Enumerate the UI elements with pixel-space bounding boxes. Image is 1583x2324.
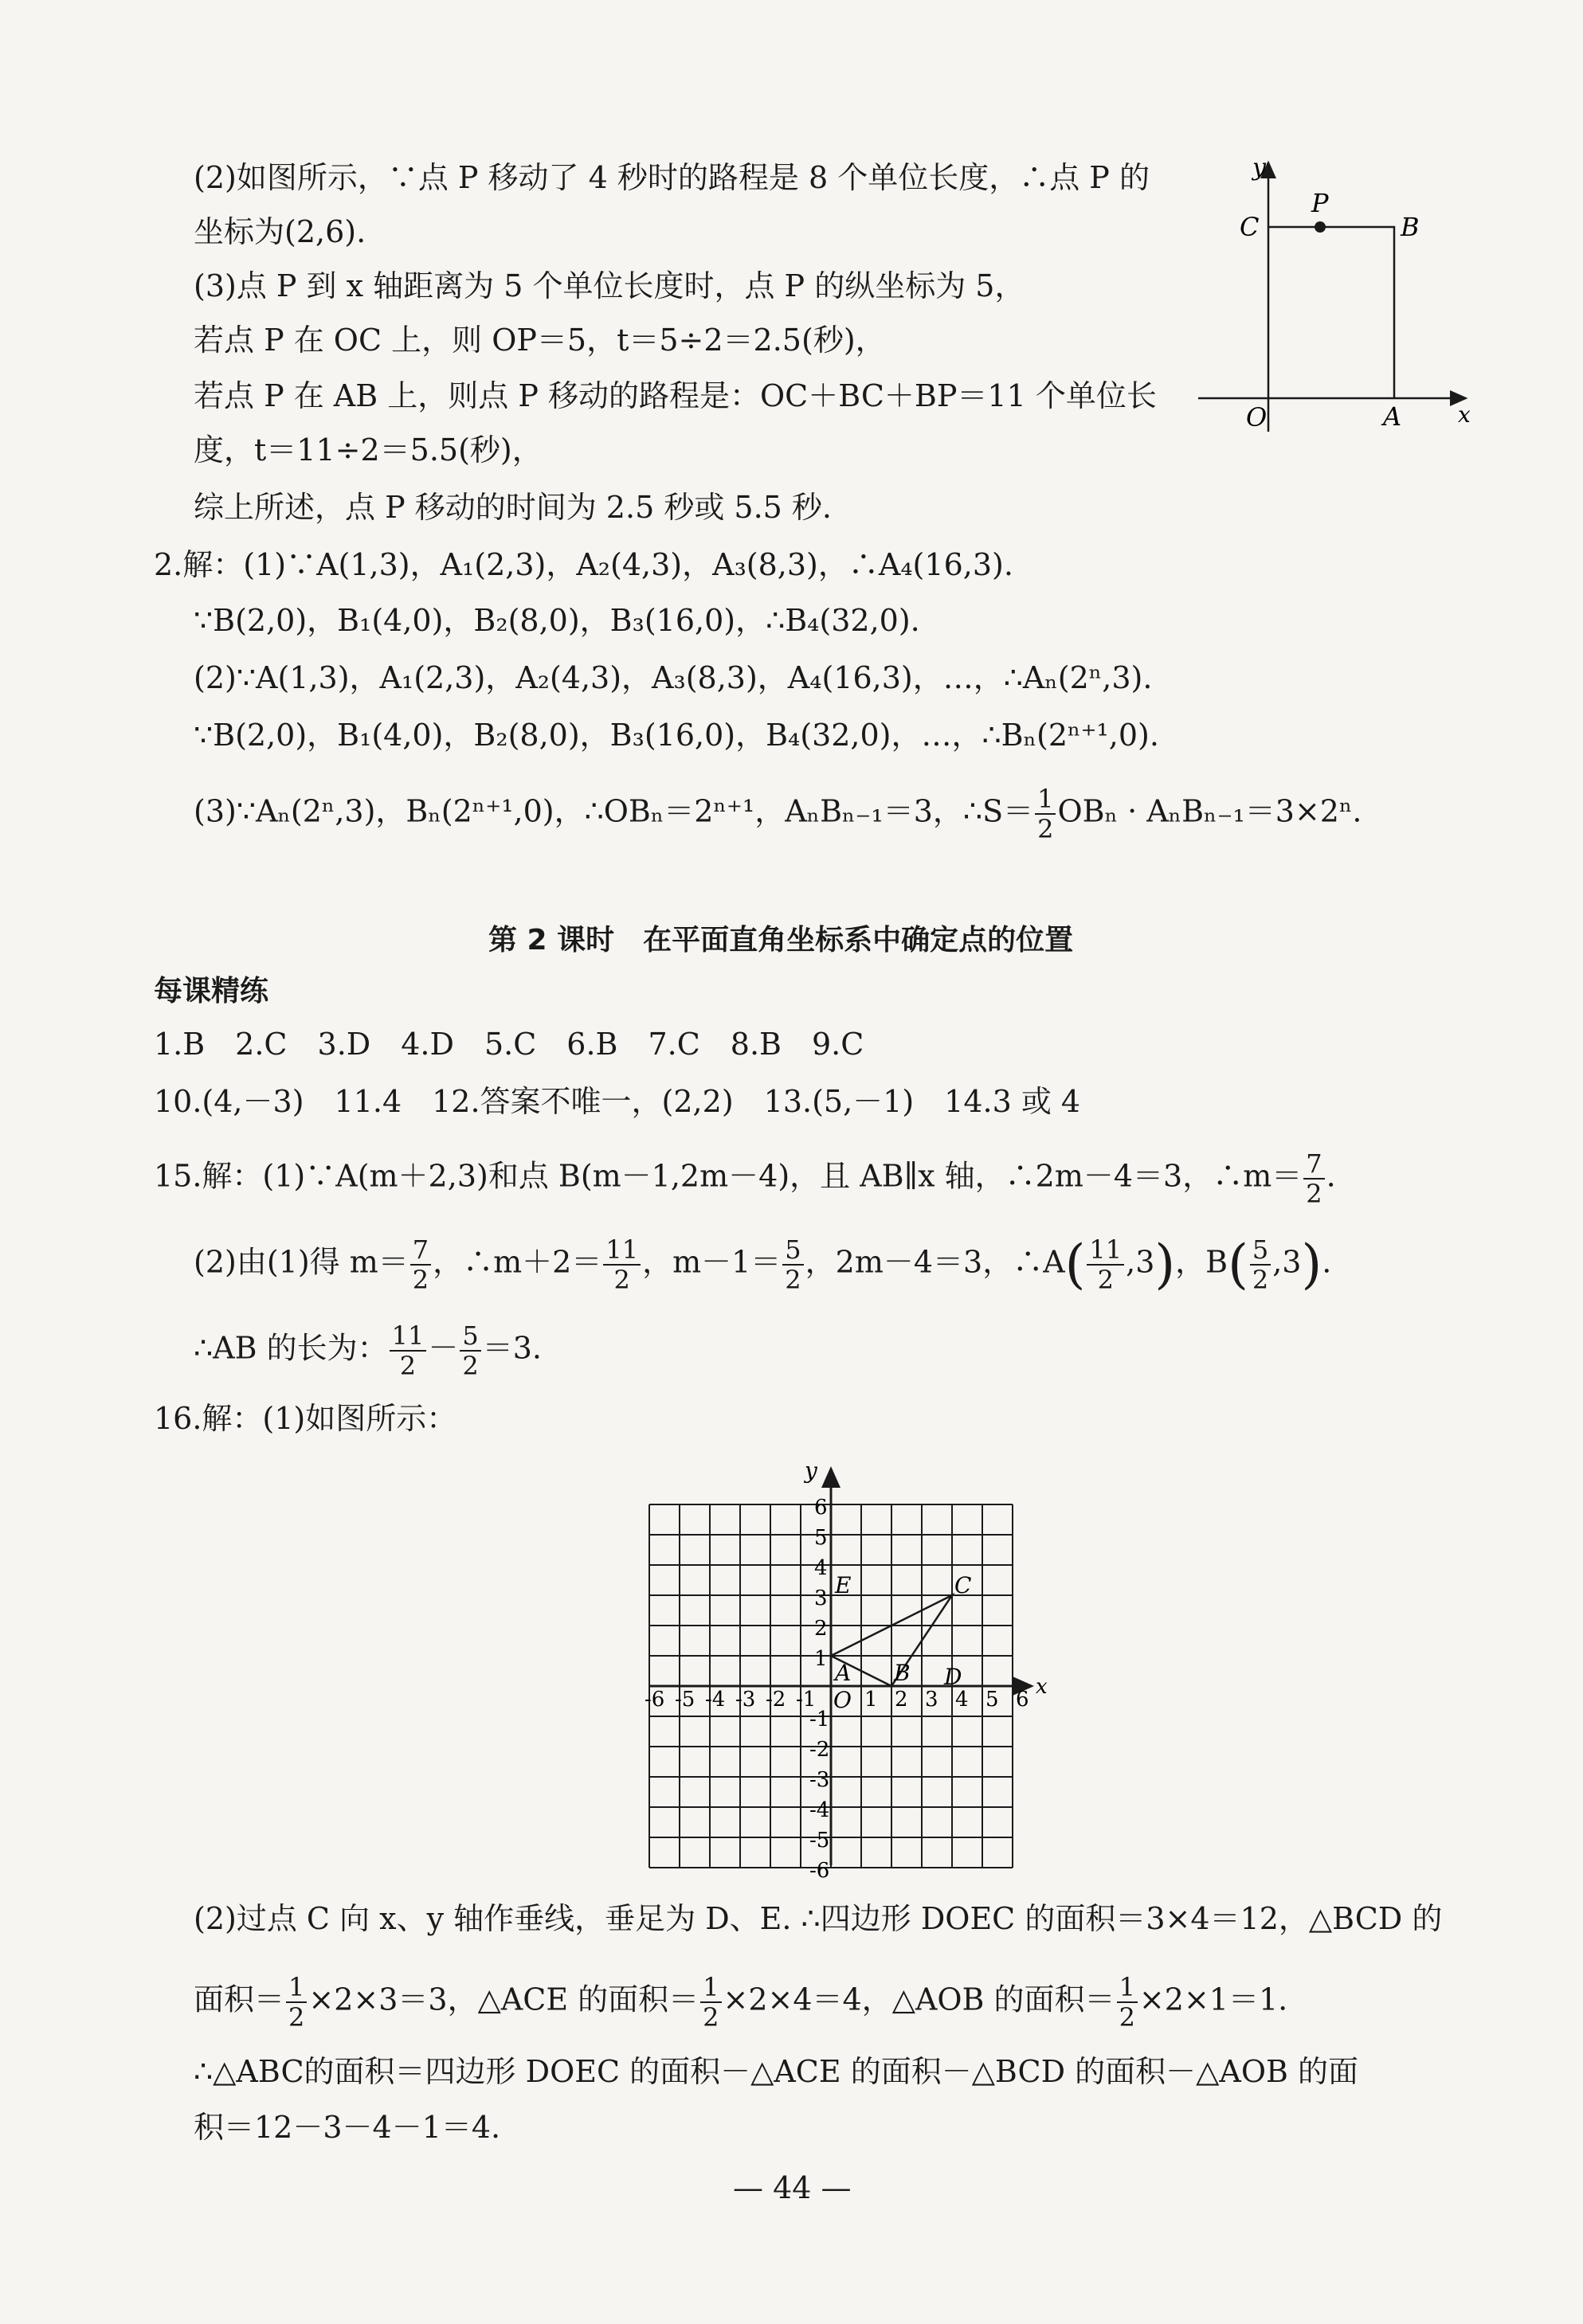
- numerator: 7: [410, 1235, 431, 1266]
- denominator: 2: [462, 1351, 479, 1381]
- fraction-5-2: [782, 1235, 803, 1294]
- text-line: ∵B(2,0)，B₁(4,0)，B₂(8,0)，B₃(16,0)，B₄(32,0)，…，∴Bₙ(2ⁿ⁺¹,0).: [194, 718, 1159, 753]
- axis-label-y: y: [805, 1457, 817, 1484]
- tick-label: -6: [809, 1859, 830, 1883]
- numerator: 5: [460, 1321, 480, 1352]
- figure-grid: [621, 1450, 1068, 1883]
- tick-label: 6: [814, 1496, 828, 1520]
- text-segment: (3)∵Aₙ(2ⁿ,3)，Bₙ(2ⁿ⁺¹,0)，∴OBₙ＝2ⁿ⁺¹，AₙBₙ₋₁＝3，∴S＝: [194, 793, 1034, 829]
- tick-label: 3: [814, 1587, 828, 1610]
- tick-label: -5: [675, 1688, 696, 1712]
- tick-label: -4: [705, 1688, 726, 1712]
- denominator: 2: [1252, 1265, 1269, 1295]
- denominator: 2: [1306, 1179, 1322, 1209]
- numerator: 5: [782, 1235, 803, 1266]
- numerator: 1: [286, 1973, 307, 2003]
- tick-label: -5: [809, 1829, 830, 1853]
- denominator: 2: [785, 1265, 801, 1295]
- text-segment: 15.解：(1)∵A(m＋2,3)和点 B(m－1,2m－4)，且 AB∥x 轴，∴2m－4＝3，∴m＝: [154, 1158, 1303, 1194]
- text-line: [154, 1149, 1336, 1208]
- text-segment: ，B: [1175, 1244, 1228, 1280]
- label-a: A: [835, 1660, 852, 1686]
- rectangle: [1268, 227, 1394, 398]
- label-c: C: [1240, 212, 1260, 242]
- text-segment: ，m－1＝: [642, 1244, 782, 1280]
- tick-label: -1: [809, 1708, 830, 1731]
- fraction-half: [286, 1973, 307, 2032]
- numerator: 1: [1117, 1973, 1138, 2003]
- text-line: (2)由(1)得 m＝ $\frac{7}{2}$ ，∴m＋2＝ $\frac{11}{2}$ ，m－1＝ $\frac{5}{2}$ ，2m－4＝3，∴A( $\frac{11}{2}$ ,3)，B( $\frac{5}{2}$ ,3).: [194, 1234, 1332, 1295]
- text-segment: ×2×3＝3，△ACE 的面积＝: [308, 1982, 699, 2017]
- numerator: 11: [603, 1235, 641, 1266]
- text-line: [194, 1973, 1287, 2032]
- numerator: 7: [1303, 1149, 1324, 1180]
- tick-label: 4: [814, 1556, 828, 1580]
- denominator: 2: [1119, 2002, 1135, 2033]
- text-segment: ＝3.: [482, 1330, 542, 1366]
- axis-label-x: x: [1036, 1675, 1048, 1699]
- sub-title: 每课精练: [154, 975, 269, 1007]
- tick-label: 5: [985, 1688, 999, 1712]
- text-line: (2)∵A(1,3)，A₁(2,3)，A₂(4,3)，A₃(8,3)，A₄(16,3)，…，∴Aₙ(2ⁿ,3).: [194, 660, 1153, 695]
- text-segment: ×2×1＝1.: [1138, 1982, 1288, 2017]
- numerator: 11: [1087, 1235, 1124, 1266]
- tick-label: -3: [735, 1688, 756, 1712]
- label-c: C: [954, 1572, 972, 1598]
- text-line: (3)点 P 到 x 轴距离为 5 个单位长度时，点 P 的纵坐标为 5，: [194, 268, 1025, 303]
- text-segment: ∴AB 的长为：: [194, 1330, 388, 1366]
- answer-line: 10.(4,－3) 11.4 12.答案不唯一，(2,2) 13.(5,－1) 14.3 或 4: [154, 1084, 1081, 1119]
- fraction-half: [1035, 784, 1056, 843]
- text-line: 坐标为(2,6).: [194, 214, 366, 249]
- text-segment: ,3: [1272, 1244, 1302, 1280]
- fraction-11-2: [603, 1235, 641, 1294]
- label-b: B: [1401, 212, 1420, 242]
- numerator: 5: [1250, 1235, 1271, 1266]
- tick-label: -1: [796, 1688, 817, 1712]
- fraction-7-2: [410, 1235, 431, 1294]
- fraction-half: [1117, 1973, 1138, 2032]
- text-line: [194, 1321, 542, 1380]
- text-segment: .: [1326, 1158, 1336, 1194]
- fraction-half: [700, 1973, 721, 2032]
- numerator: 1: [1035, 784, 1056, 815]
- tick-label: -6: [645, 1688, 665, 1712]
- text-segment: －: [428, 1330, 459, 1366]
- text-segment: ,3: [1126, 1244, 1155, 1280]
- section-title: 第 2 课时 在平面直角坐标系中确定点的位置: [488, 924, 1074, 957]
- figure-rectangle-path: [1195, 151, 1482, 438]
- text-line: ∴△ABC的面积＝四边形 DOEC 的面积－△ACE 的面积－△BCD 的面积－△AOB 的面: [194, 2054, 1359, 2089]
- answer-line: 1.B 2.C 3.D 4.D 5.C 6.B 7.C 8.B 9.C: [154, 1027, 864, 1062]
- denominator: 2: [1097, 1265, 1114, 1295]
- numerator: 1: [700, 1973, 721, 2003]
- text-segment: ×2×4＝4，△AOB 的面积＝: [723, 1982, 1115, 2017]
- tick-label: -2: [809, 1738, 830, 1762]
- tick-label: 4: [955, 1688, 969, 1712]
- text-line: 积＝12－3－4－1＝4.: [194, 2110, 501, 2145]
- text-segment: OBₙ · AₙBₙ₋₁＝3×2ⁿ.: [1057, 793, 1362, 829]
- denominator: 2: [703, 2002, 719, 2033]
- label-p: P: [1311, 188, 1329, 218]
- text-line: 综上所述，点 P 移动的时间为 2.5 秒或 5.5 秒.: [194, 490, 832, 525]
- text-line: 若点 P 在 AB 上，则点 P 移动的路程是：OC＋BC＋BP＝11 个单位长: [194, 378, 1157, 413]
- label-d: D: [944, 1664, 962, 1690]
- label-o: O: [1246, 402, 1268, 432]
- fraction-5-2: [460, 1321, 480, 1380]
- text-line: (2)过点 C 向 x、y 轴作垂线，垂足为 D、E. ∴四边形 DOEC 的面积＝3×4＝12，△BCD 的: [194, 1901, 1443, 1936]
- tick-label: 1: [814, 1647, 828, 1671]
- tick-label: 1: [864, 1688, 878, 1712]
- tick-label: -2: [766, 1688, 786, 1712]
- text-segment: ，∴m＋2＝: [433, 1244, 602, 1280]
- text-line: 2.解：(1)∵A(1,3)，A₁(2,3)，A₂(4,3)，A₃(8,3)，∴A₄(16,3).: [154, 547, 1013, 582]
- text-line: 16.解：(1)如图所示：: [154, 1401, 457, 1436]
- tick-label: 5: [814, 1526, 828, 1550]
- tick-label: 2: [814, 1617, 828, 1641]
- text-line: (2)如图所示，∵点 P 移动了 4 秒时的路程是 8 个单位长度，∴点 P 的: [194, 160, 1150, 195]
- denominator: 2: [1037, 814, 1054, 844]
- text-line: 若点 P 在 OC 上，则 OP＝5，t＝5÷2＝2.5(秒)，: [194, 323, 886, 358]
- fraction-7-2: [1303, 1149, 1324, 1208]
- text-segment: .: [1322, 1244, 1332, 1280]
- denominator: 2: [399, 1351, 417, 1381]
- denominator: 2: [288, 2002, 305, 2033]
- label-b: B: [894, 1660, 911, 1686]
- label-e: E: [835, 1572, 852, 1598]
- text-segment: 面积＝: [194, 1982, 285, 2017]
- text-segment: ，2m－4＝3，∴A: [805, 1244, 1065, 1280]
- numerator: 11: [390, 1321, 427, 1352]
- text-line: [194, 784, 1362, 843]
- denominator: 2: [412, 1265, 429, 1295]
- text-line: ∵B(2,0)，B₁(4,0)，B₂(8,0)，B₃(16,0)，∴B₄(32,0).: [194, 603, 920, 638]
- fraction-11-2: [1087, 1235, 1124, 1294]
- fraction-11-2: [390, 1321, 427, 1380]
- tick-label: 6: [1016, 1688, 1029, 1712]
- point-p: [1315, 221, 1326, 233]
- tick-label: -3: [809, 1768, 830, 1792]
- text-line: 度，t＝11÷2＝5.5(秒)，: [194, 432, 543, 468]
- axis-label-y: y: [1252, 154, 1266, 182]
- tick-label: -4: [809, 1798, 830, 1822]
- fraction-5-2: [1250, 1235, 1271, 1294]
- label-a: A: [1383, 401, 1402, 432]
- axis-label-x: x: [1458, 401, 1471, 428]
- denominator: 2: [613, 1265, 630, 1295]
- tick-label: 2: [895, 1688, 908, 1712]
- label-o: O: [833, 1687, 852, 1713]
- text-segment: (2)由(1)得 m＝: [194, 1244, 409, 1280]
- tick-label: 3: [925, 1688, 938, 1712]
- page-number: — 44 —: [733, 2170, 852, 2205]
